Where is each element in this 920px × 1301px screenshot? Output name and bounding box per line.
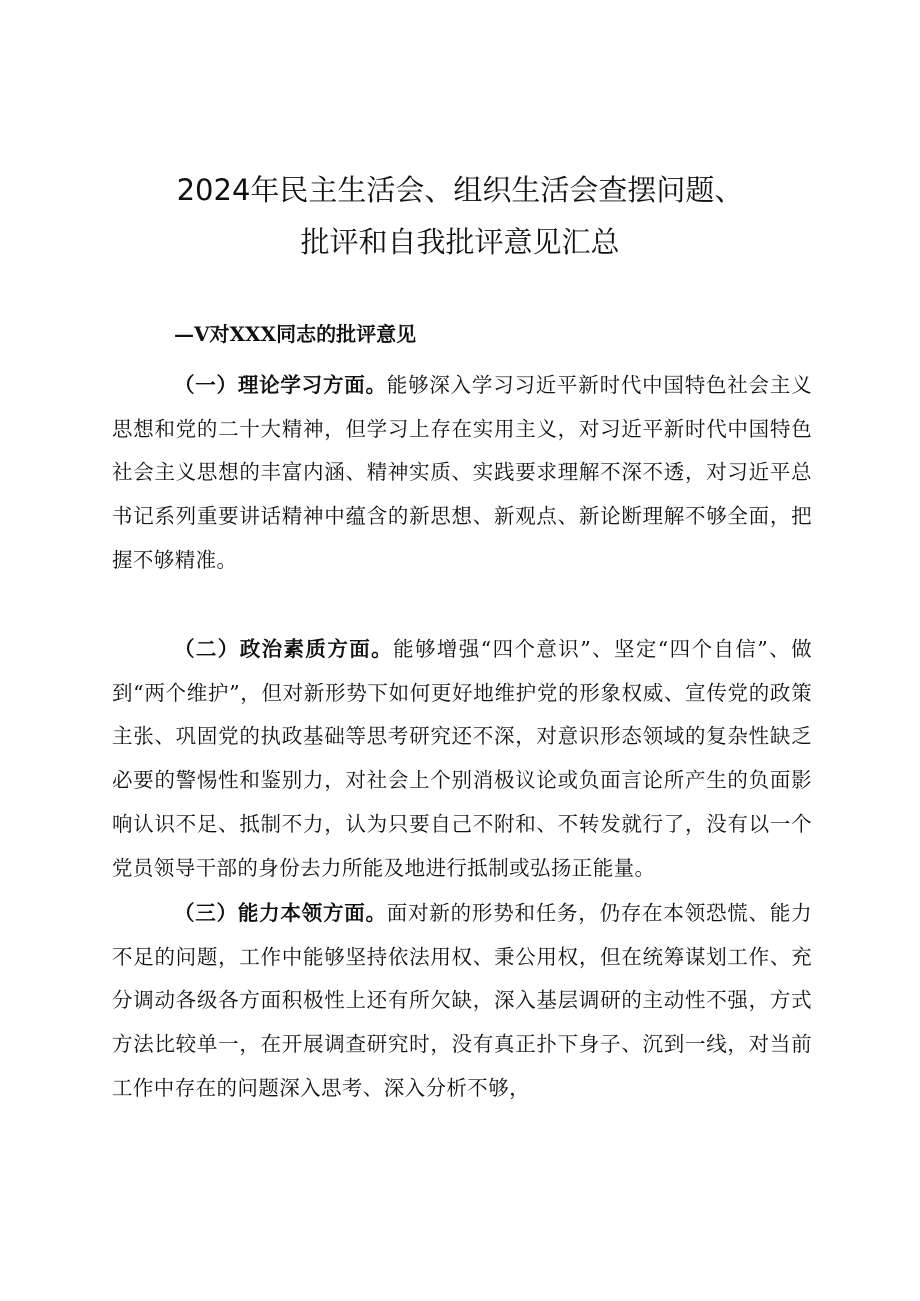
paragraph-lead: （二）政治素质方面。 [174,637,394,661]
paragraph-political-quality [112,628,812,890]
paragraph-body: 面对新的形势和任务，仍存在本领恐慌、能力不足的问题，工作中能够坚持依法用权、秉公用权，但在统筹谋划工作、充分调动各级各方面积极性上还有所欠缺，深入基层调研的主动性不强，方式方法比较单一，在开展调查研究时，没有真正扑下身子、沉到一线，对当前工作中存在的问题深入思考、深入分析不够， [112,901,813,1100]
paragraph-body: 能够增强“四个意识”、坚定“四个自信”、做到“两个维护”，但对新形势下如何更好地维护党的形象权威、宣传党的政策主张、巩固党的执政基础等思考研究还不深，对意识形态领域的复杂性缺乏必要的警惕性和鉴别力，对社会上个别消极议论或负面言论所产生的负面影响认识不足、抵制不力，认为只要自己不附和、不转发就行了，没有以一个党员领导干部的身份去力所能及地进行抵制或弘扬正能量。 [112,637,812,880]
paragraph-ability [112,892,812,1111]
paragraph-lead: （三）能力本领方面。 [174,901,387,925]
paragraph-lead: （一）理论学习方面。 [174,373,387,397]
paragraph-theory-study [112,364,812,583]
paragraph-body: 能够深入学习习近平新时代中国特色社会主义思想和党的二十大精神，但学习上存在实用主义，对习近平新时代中国特色社会主义思想的丰富内涵、精神实质、实践要求理解不深不透，对习近平总书记系列重要讲话精神中蕴含的新思想、新观点、新论断理解不够全面，把握不够精准。 [112,373,813,572]
document-title-line-2: 批评和自我批评意见汇总 [300,225,620,259]
section-heading: —V对XXX同志的批评意见 [174,322,417,346]
document-title-line-1: 2024年民主生活会、组织生活会查摆问题、 [176,173,744,207]
